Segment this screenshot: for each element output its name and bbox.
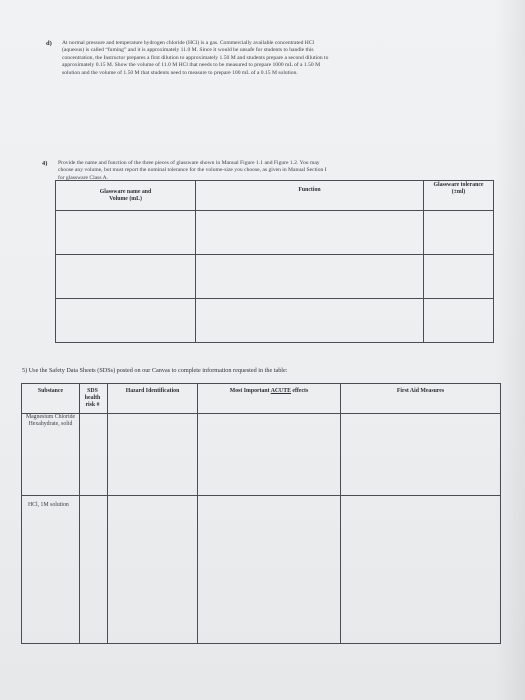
first-aid-header: First Aid Measures xyxy=(341,384,501,414)
first-aid-cell[interactable] xyxy=(341,414,501,496)
glassware-row xyxy=(56,255,494,299)
glassware-row xyxy=(56,299,494,343)
question-4-line: choose any volume, but must report the nominal tolerance for the volume-size you choose, as given in Manual Section I xyxy=(58,167,327,174)
glassware-name-cell[interactable] xyxy=(56,299,196,343)
tolerance-header: Glassware tolerance (±ml) xyxy=(424,181,494,211)
question-4-text xyxy=(58,160,327,182)
sds-row xyxy=(22,496,501,644)
function-cell[interactable] xyxy=(196,255,424,299)
tolerance-cell[interactable] xyxy=(424,211,494,255)
question-4-line: Provide the name and function of the three pieces of glassware shown in Manual Figure 1.1 and Figure 1.2. You may xyxy=(58,160,320,166)
function-cell[interactable] xyxy=(196,299,424,343)
sds-health-risk-cell[interactable] xyxy=(80,496,108,644)
sds-health-risk-cell[interactable] xyxy=(80,414,108,496)
hazard-identification-cell[interactable] xyxy=(108,496,198,644)
question-4-line: for glassware Class A. xyxy=(58,174,109,181)
acute-effects-header-post: effects xyxy=(290,388,309,394)
question-d-number: d) xyxy=(46,40,52,47)
tolerance-cell[interactable] xyxy=(424,299,494,343)
glassware-name-cell[interactable] xyxy=(56,211,196,255)
question-d-line: (aqueous) is called “fuming” and it is approximately 11.0 M. Since it would be unsafe for students to handle this xyxy=(62,47,314,54)
acute-effects-cell[interactable] xyxy=(198,496,341,644)
hazard-identification-header: Hazard Identification xyxy=(108,384,198,414)
question-5-text: 5) Use the Safety Data Sheets (SDSs) posted on our Canvas to complete information requested in the table: xyxy=(22,367,288,374)
acute-effects-header-key: ACUTE xyxy=(270,388,291,394)
first-aid-cell[interactable] xyxy=(341,496,501,644)
sds-header-row xyxy=(22,384,501,414)
question-d-line: approximately 0.15 M. Show the volume of 11.0 M HCl that needs to be measured to prepare 1000 mL of a 1.50 M xyxy=(62,62,321,69)
glassware-table xyxy=(55,180,494,343)
acute-effects-header xyxy=(198,384,341,414)
question-d-text xyxy=(62,40,328,77)
function-header: Function xyxy=(196,181,424,211)
substance-header: Substance xyxy=(22,384,80,414)
glassware-row xyxy=(56,211,494,255)
acute-effects-cell[interactable] xyxy=(198,414,341,496)
acute-effects-header-pre: Most Important xyxy=(229,388,271,394)
sds-health-risk-header: SDS health risk # xyxy=(80,384,108,414)
glassware-name-header: Glassware name and Volume (mL) xyxy=(56,181,196,211)
substance-cell: Magnesium Chloride Hexahydrate, solid xyxy=(22,414,80,496)
question-d-line: solution and the volume of 1.50 M that students need to measure to prepare 100 mL of a 0.15 M solution. xyxy=(62,69,298,76)
question-d-line: concentration, the Instructor prepares a first dilution to approximately 1.50 M and students prepare a second dilution to xyxy=(62,54,329,61)
hazard-identification-cell[interactable] xyxy=(108,414,198,496)
question-4-number: 4) xyxy=(42,160,48,167)
sds-table xyxy=(21,383,501,644)
tolerance-cell[interactable] xyxy=(424,255,494,299)
function-cell[interactable] xyxy=(196,211,424,255)
question-d-line: At normal pressure and temperature hydrogen chloride (HCl) is a gas. Commercially available concentrated HCl xyxy=(62,40,315,46)
substance-cell: HCl, 1M solution xyxy=(22,496,80,644)
glassware-header-row xyxy=(56,181,494,211)
sds-row xyxy=(22,414,501,496)
glassware-name-cell[interactable] xyxy=(56,255,196,299)
